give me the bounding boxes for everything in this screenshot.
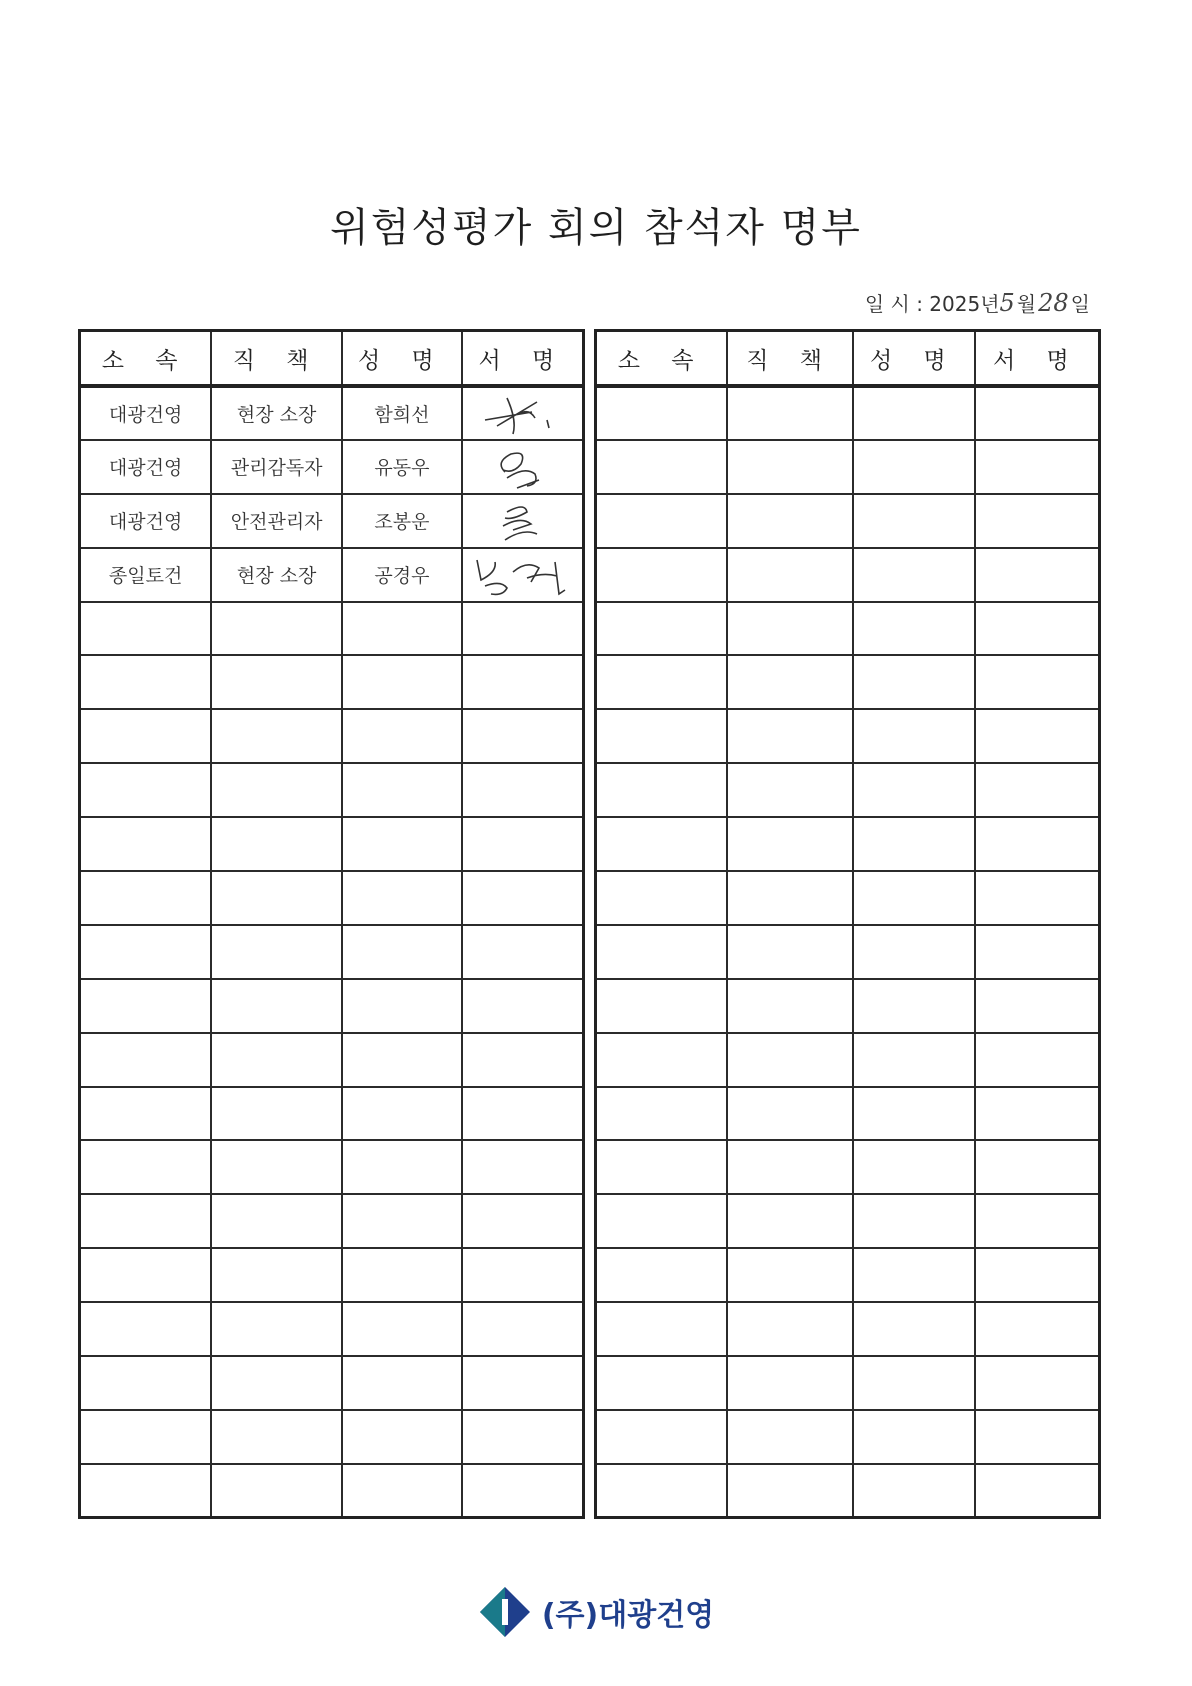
table-row — [596, 1410, 1100, 1464]
table-row — [596, 1140, 1100, 1194]
table-row — [80, 655, 584, 709]
header-name: 성 명 — [853, 331, 975, 387]
table-row — [80, 440, 584, 494]
cell-affiliation: 대광건영 — [80, 494, 212, 548]
table-row — [80, 1302, 584, 1356]
signature — [462, 494, 584, 548]
date-month-unit: 월 — [1016, 292, 1037, 316]
document-title: 위험성평가 회의 참석자 명부 — [330, 205, 862, 251]
attendee-table-right — [594, 329, 1101, 1519]
table-row — [80, 1033, 584, 1087]
table-row — [80, 602, 584, 656]
table-row — [596, 1302, 1100, 1356]
cell-name: 함희선 — [342, 386, 462, 440]
table-row — [596, 709, 1100, 763]
table-row — [596, 763, 1100, 817]
table-row — [80, 979, 584, 1033]
table-row — [596, 1248, 1100, 1302]
table-row — [80, 1248, 584, 1302]
signature — [462, 386, 584, 440]
signature — [462, 548, 584, 602]
table-row — [596, 871, 1100, 925]
header-signature: 서 명 — [975, 331, 1100, 387]
cell-name: 유동우 — [342, 440, 462, 494]
table-row — [596, 548, 1100, 602]
table-header-row — [596, 331, 1100, 387]
table-row — [596, 1194, 1100, 1248]
date-prefix: 일 시 : 2025년 — [864, 292, 1000, 316]
header-affiliation: 소 속 — [80, 331, 212, 387]
table-row — [596, 602, 1100, 656]
cell-position: 안전관리자 — [211, 494, 342, 548]
table-row — [596, 1356, 1100, 1410]
table-row — [80, 1356, 584, 1410]
company-name: (주)대광건영 — [541, 1598, 715, 1633]
company-mark-icon — [478, 1585, 532, 1639]
table-row — [80, 871, 584, 925]
table-row — [596, 440, 1100, 494]
cell-position: 현장 소장 — [211, 386, 342, 440]
table-row — [596, 925, 1100, 979]
signature — [462, 440, 584, 494]
table-row — [596, 494, 1100, 548]
table-row — [80, 386, 584, 440]
table-row — [80, 709, 584, 763]
table-row — [80, 1410, 584, 1464]
table-row — [596, 1033, 1100, 1087]
header-affiliation: 소 속 — [596, 331, 728, 387]
table-row — [80, 763, 584, 817]
date-day-unit: 일 — [1070, 292, 1090, 316]
table-row — [80, 1087, 584, 1141]
date-month: 5 — [999, 289, 1015, 317]
meeting-date — [865, 288, 1092, 317]
table-row — [80, 494, 584, 548]
table-row — [80, 817, 584, 871]
cell-position: 현장 소장 — [211, 548, 342, 602]
attendee-table-left — [78, 329, 585, 1519]
table-header-row — [80, 331, 584, 387]
table-row — [80, 1464, 584, 1518]
table-row — [80, 1194, 584, 1248]
table-row — [596, 1464, 1100, 1518]
table-row — [80, 925, 584, 979]
company-logo — [0, 1585, 1192, 1639]
date-day: 28 — [1038, 289, 1069, 317]
table-row — [596, 979, 1100, 1033]
cell-affiliation: 대광건영 — [80, 440, 212, 494]
table-row — [80, 548, 584, 602]
table-row — [596, 655, 1100, 709]
header-position: 직 책 — [727, 331, 853, 387]
header-name: 성 명 — [342, 331, 462, 387]
cell-affiliation: 대광건영 — [80, 386, 212, 440]
cell-position: 관리감독자 — [211, 440, 342, 494]
cell-name: 공경우 — [342, 548, 462, 602]
header-signature: 서 명 — [462, 331, 584, 387]
table-row — [596, 817, 1100, 871]
cell-name: 조봉운 — [342, 494, 462, 548]
header-position: 직 책 — [211, 331, 342, 387]
cell-affiliation: 종일토건 — [80, 548, 212, 602]
table-row — [80, 1140, 584, 1194]
table-row — [596, 1087, 1100, 1141]
table-row — [596, 386, 1100, 440]
